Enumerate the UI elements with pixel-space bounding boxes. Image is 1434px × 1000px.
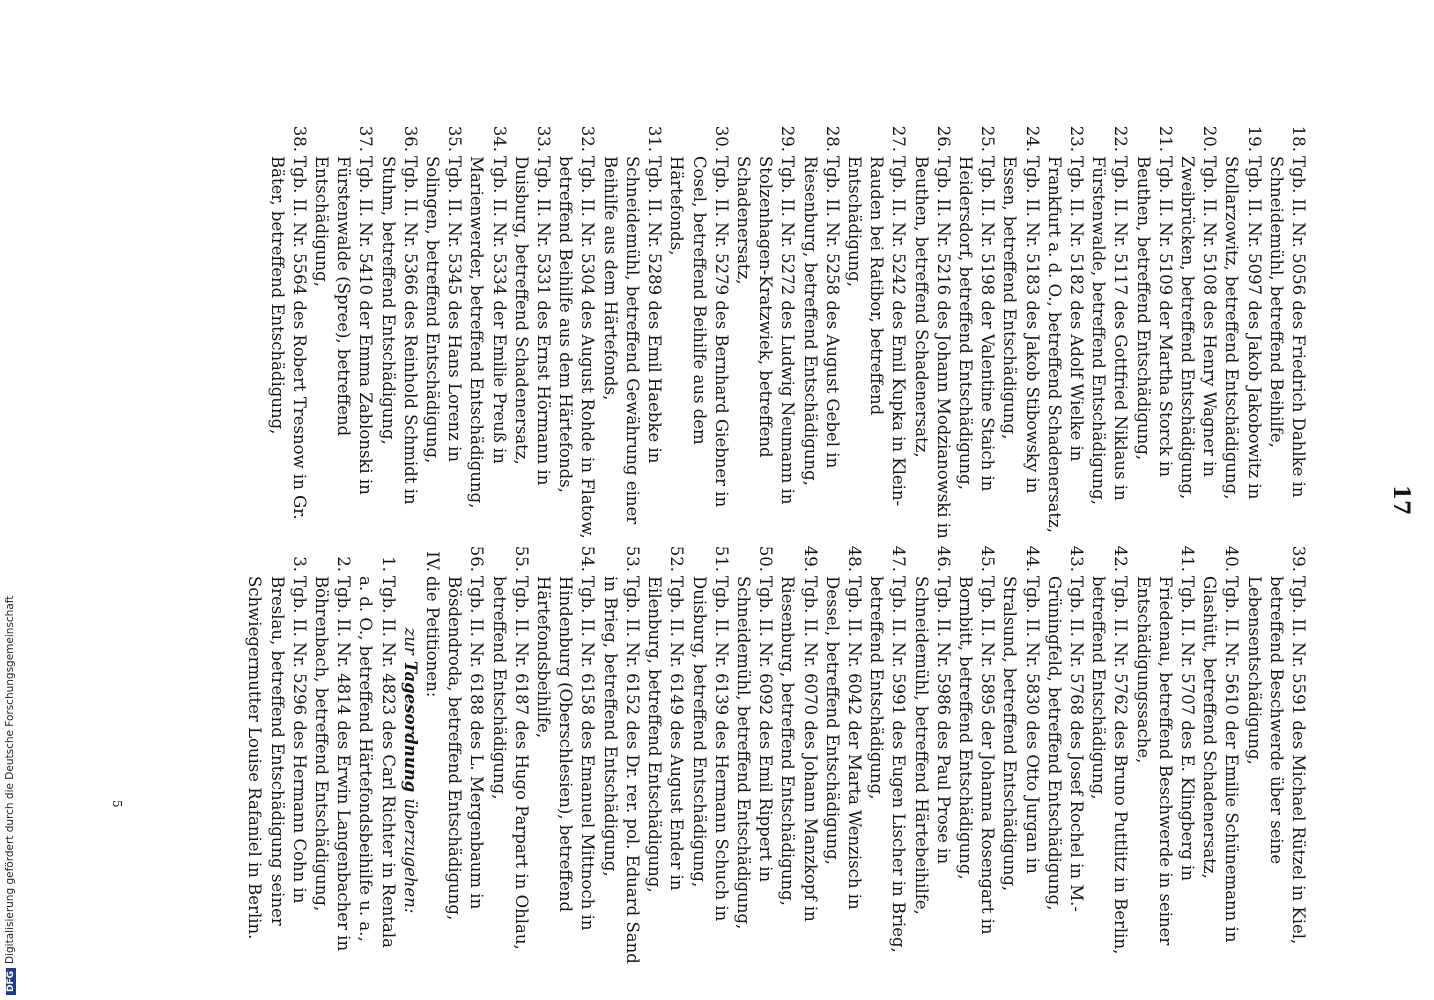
- entry-number: 23.: [1066, 125, 1086, 152]
- entry-number: 35.: [445, 125, 465, 152]
- entry-number: 56.: [467, 545, 487, 572]
- petition-entry: [1265, 120, 1309, 545]
- entry-text: Tgb. II. Nr. 5707 des E. Klingberg in Friedenau, betreffend Beschwerde in seiner Entschädigungssache,: [1133, 576, 1197, 946]
- entry-text: Tgb. II. Nr. 5304 des August Rohde in Flatow, betreffend Beihilfe aus dem Härtefonds,: [556, 156, 598, 539]
- entry-number: 34.: [489, 125, 509, 152]
- entry-number: 43.: [1066, 545, 1086, 572]
- petition-entry: [532, 540, 599, 965]
- right-column: [243, 540, 1309, 965]
- entry-text: Tgb. II. Nr. 5366 des Reinhold Schmidt in Stuhm, betreffend Entschädigung,: [378, 156, 420, 505]
- petition-entry: [732, 540, 776, 965]
- right-column-entries: [443, 540, 1309, 965]
- entry-text: Tgb. II. Nr. 5056 des Friedrich Dahlke in Schneidemühl, betreffend Beihilfe,: [1266, 156, 1308, 498]
- petition-entry: [310, 540, 354, 965]
- petition-entry: [1198, 540, 1242, 965]
- petition-entry: [599, 120, 666, 545]
- entry-number: 47.: [889, 545, 909, 572]
- petition-entry: [909, 540, 953, 965]
- entry-number: 52.: [667, 545, 687, 572]
- petition-entry: [954, 120, 998, 545]
- petition-entry: [954, 540, 998, 965]
- entry-text: Tgb. II. Nr. 4814 des Erwin Langenbacher in Böhrenbach, betreffend Entschädigung,: [312, 576, 354, 952]
- entry-text: Tgb. II. Nr. 6188 des L. Mergenbaum in Bösdendroda, betreffend Entschädigung,: [445, 576, 487, 921]
- entry-number: 18.: [1289, 125, 1308, 152]
- entry-text: Tgb. II. Nr. 5762 des Bruno Puttlitz in Berlin, betreffend Entschädigung,: [1089, 576, 1131, 955]
- entry-number: 24.: [1022, 125, 1042, 152]
- entry-text: Tgb. II. Nr. 5183 des Jakob Stibowsky in Essen, betreffend Entschädigung,: [1000, 156, 1042, 494]
- section-number: IV.: [423, 551, 443, 572]
- petition-entry: [732, 120, 799, 545]
- entry-text: Tgb. II. Nr. 5097 des Jakob Jakobowitz in Stollarzowitz, betreffend Entschädigung,: [1222, 156, 1264, 500]
- entry-number: 31.: [645, 125, 665, 152]
- petition-entry: [776, 540, 820, 965]
- entry-number: 20.: [1200, 125, 1220, 152]
- entry-text: Tgb. II. Nr. 6149 des August Ender in Eilenburg, betreffend Entschädigung,: [645, 576, 687, 893]
- entry-text: Tgb. II. Nr. 6187 des Hugo Parpart in Ohlau, betreffend Entschädigung,: [489, 576, 531, 950]
- entry-number: 49.: [800, 545, 820, 572]
- entry-number: 25.: [978, 125, 998, 152]
- entry-text: Tgb. II. Nr. 6092 des Emil Rippert in Schneidemühl, betreffend Entschädigung,: [733, 576, 776, 930]
- petition-entry: [1176, 120, 1220, 545]
- entry-number: 39.: [1289, 545, 1308, 572]
- entry-text: Tgb. II. Nr. 5272 des Ludwig Neumann in Stolzenhagen-Kratzwiek, betreffend Schadenersatz,: [733, 156, 798, 505]
- entry-text: Tgb. II. Nr. 6070 des Johann Manzkopf in Riesenburg, betreffend Entschädigung,: [778, 576, 820, 922]
- petition-entry: [421, 120, 465, 545]
- entry-number: 27.: [889, 125, 909, 152]
- petition-entry: [243, 540, 310, 965]
- entry-number: 21.: [1155, 125, 1175, 152]
- petition-entry: [909, 120, 953, 545]
- petition-entry: [599, 540, 643, 965]
- petition-entry: [643, 540, 687, 965]
- entry-number: 51.: [711, 545, 731, 572]
- dfg-logo: DFG: [6, 968, 16, 995]
- subheading-post: überzugehen:: [400, 798, 420, 914]
- entry-number: 22.: [1111, 125, 1131, 152]
- footer-inner: [4, 596, 16, 995]
- entry-number: 41.: [1177, 545, 1197, 572]
- entry-text: Tgb. II. Nr. 5991 des Eugen Lischer in Brieg, betreffend Entschädigung,: [867, 576, 909, 953]
- entry-text: Tgb. II. Nr. 5216 des Johann Modzianowski in Beuthen, betreffend Schadenersatz,: [911, 156, 953, 539]
- entry-text: Tgb. II. Nr. 5591 des Michael Rützel in Kiel, betreffend Beschwerde über seine Lebensentschädigung,: [1244, 576, 1308, 945]
- petition-entry: [998, 540, 1042, 965]
- entry-text: Tgb. II. Nr. 5289 des Emil Haebke in Schneidemühl, betreffend Gewährung einer Beihilfe aus dem Härtefonds,: [600, 156, 665, 525]
- entry-number: 46.: [933, 545, 953, 572]
- petition-entry: [1087, 540, 1131, 965]
- entry-text: Tgb. II. Nr. 5258 des August Gebel in Riesenburg, betreffend Entschädigung,: [800, 156, 842, 486]
- entry-text: Tgb. II. Nr. 5830 des Otto Jurgan in Stralsund, betreffend Entschädigung,: [1000, 576, 1042, 892]
- entry-text: Tgb. II. Nr. 5109 der Martha Storck in Beuthen, betreffend Entschädigung,: [1133, 156, 1175, 477]
- entry-number: 29.: [778, 125, 798, 152]
- petition-entry: [1043, 540, 1087, 965]
- entry-number: 42.: [1111, 545, 1131, 572]
- section-iv-heading: [421, 540, 443, 965]
- petition-entry: [1242, 540, 1309, 965]
- entry-number: 53.: [622, 545, 642, 572]
- entry-text: Tgb. II. Nr. 5768 des Josef Rochel in M.-Grüningfeld, betreffend Entschädigung,: [1044, 576, 1086, 912]
- entry-text: Tgb. II. Nr. 5345 des Hans Lorenz in Solingen, betreffend Entschädigung,: [423, 156, 465, 464]
- entry-text: Tgb. II. Nr. 5279 des Bernhard Giebner in Cosel, betreffend Beihilfe aus dem Härtefonds,: [667, 156, 731, 508]
- subheading-main: Tagesordnung: [400, 660, 420, 793]
- entry-text: Tgb. II. Nr. 5986 des Paul Prose in Schneidemühl, betreffend Härtebeihilfe,: [911, 576, 953, 915]
- entry-text: Tgb. II. Nr. 5410 der Emma Zablonski in Fürstenwalde (Spree), betreffend Entschädigung,: [312, 156, 376, 495]
- petition-entry: [998, 120, 1042, 545]
- petition-entry: [265, 120, 309, 545]
- entry-text: Tgb. II. Nr. 5198 der Valentine Staich in Heidersdorf, betreffend Entschädigung,: [955, 156, 998, 492]
- subheading-pre: zur: [400, 627, 420, 655]
- entry-text: Tgb. II. Nr. 5108 des Henry Wagner in Zweibrücken, betreffend Entschädigung,: [1177, 156, 1220, 500]
- entry-number: 19.: [1244, 125, 1264, 152]
- entry-number: 48.: [844, 545, 864, 572]
- petition-entry: [843, 120, 910, 545]
- petition-entry: [376, 120, 420, 545]
- petition-entry: [865, 540, 909, 965]
- entry-text: Tgb. II. Nr. 5331 des Ernst Hörmann in Duisburg, betreffend Schadenersatz,: [511, 156, 554, 486]
- entry-number: 40.: [1222, 545, 1242, 572]
- petition-entry: [354, 540, 398, 965]
- entry-text: Tgb. II. Nr. 6042 der Marta Wenzisch in Dessel, betreffend Entschädigung,: [822, 576, 864, 910]
- entry-number: 54.: [578, 545, 598, 572]
- entry-text: Tgb. II. Nr. 5564 des Robert Tresnow in Gr. Bäter, betreffend Entschädigung,: [267, 156, 309, 520]
- entry-text: Tgb. II. Nr. 5895 der Johanna Rosengart in Bornbitt, betreffend Entschädigung,: [955, 576, 998, 935]
- petition-entry: [1043, 120, 1087, 545]
- entry-number: 33.: [534, 125, 554, 152]
- petition-entry: [1131, 120, 1175, 545]
- section-iv-items: [243, 540, 398, 965]
- digitization-footer: [4, 595, 24, 995]
- entry-text: Tgb. II. Nr. 6158 des Emanuel Mittnoch in Hindenburg (Oberschlesien), betreffend Härtefondsbeihilfe,: [534, 576, 598, 931]
- petition-entry: [1131, 540, 1198, 965]
- entry-number: 30.: [711, 125, 731, 152]
- entry-text: Tgb. II. Nr. 6139 des Hermann Schuch in Duisburg, betreffend Entschädigung,: [689, 576, 731, 922]
- entry-text: Tgb. II. Nr. 5182 des Adolf Wielke in Frankfurt a. d. O., betreffend Schadenersatz,: [1044, 156, 1086, 533]
- entry-text: Tgb. II. Nr. 5117 des Gottfried Niklaus in Fürstenwalde, betreffend Entschädigung,: [1089, 156, 1131, 505]
- petition-entry: [443, 540, 487, 965]
- petition-entry: [687, 540, 731, 965]
- entry-text: Tgb. II. Nr. 6152 des Dr. rer. pol. Eduard Sand in Brieg, betreffend Entschädigung,: [600, 576, 642, 964]
- petition-entry: [554, 120, 598, 545]
- entry-number: 38.: [289, 125, 309, 152]
- entry-number: 26.: [933, 125, 953, 152]
- footer-text: Digitalisierung gefördert durch die Deutsche Forschungsgemeinschaft: [4, 595, 16, 964]
- entry-text: Tgb. II. Nr. 5334 der Emilie Preuß in Marienwerder, betreffend Entschädigung,: [467, 156, 509, 509]
- signature-mark: 5: [110, 800, 124, 808]
- entry-number: 45.: [978, 545, 998, 572]
- petition-entry: [487, 540, 531, 965]
- entry-number: 32.: [578, 125, 598, 152]
- petition-entry: [1220, 120, 1264, 545]
- entry-text: Tgb. II. Nr. 5296 des Hermann Cohn in Breslau, betreffend Entschädigung seiner Schwiegermutter Louise Rafaniel in Berlin.: [245, 576, 309, 940]
- entry-number: 2.: [334, 556, 354, 572]
- entry-text: Tgb. II. Nr. 5610 der Emilie Schünemann in Glashütt, betreffend Schadenersatz,: [1200, 576, 1242, 943]
- petition-entry: [798, 120, 842, 545]
- entry-text: Tgb. II. Nr. 5242 des Emil Kupka in Klein-Rauden bei Ratibor, betreffend Entschädigung,: [844, 156, 909, 507]
- section-iv-subheading: [399, 540, 421, 965]
- entry-number: 36.: [400, 125, 420, 152]
- entry-number: 44.: [1022, 545, 1042, 572]
- page-number: 17: [1388, 484, 1414, 516]
- entry-number: 50.: [756, 545, 776, 572]
- petition-entry: [821, 540, 865, 965]
- petition-entry: [310, 120, 377, 545]
- entry-number: 55.: [511, 545, 531, 572]
- left-column: [265, 120, 1309, 545]
- entry-number: 37.: [356, 125, 376, 152]
- section-heading-text: die Petitionen:: [423, 576, 443, 698]
- entry-number: 3.: [289, 556, 309, 572]
- petition-entry: [510, 120, 554, 545]
- entry-number: 1.: [378, 556, 398, 572]
- petition-entry: [665, 120, 732, 545]
- petition-entry: [465, 120, 509, 545]
- entry-number: 28.: [822, 125, 842, 152]
- entry-text: Tgb. II. Nr. 4823 des Carl Richter in Rentala a. d. O., betreffend Härtefondsbeihilfe u. a.,: [356, 576, 398, 948]
- petition-entry: [1087, 120, 1131, 545]
